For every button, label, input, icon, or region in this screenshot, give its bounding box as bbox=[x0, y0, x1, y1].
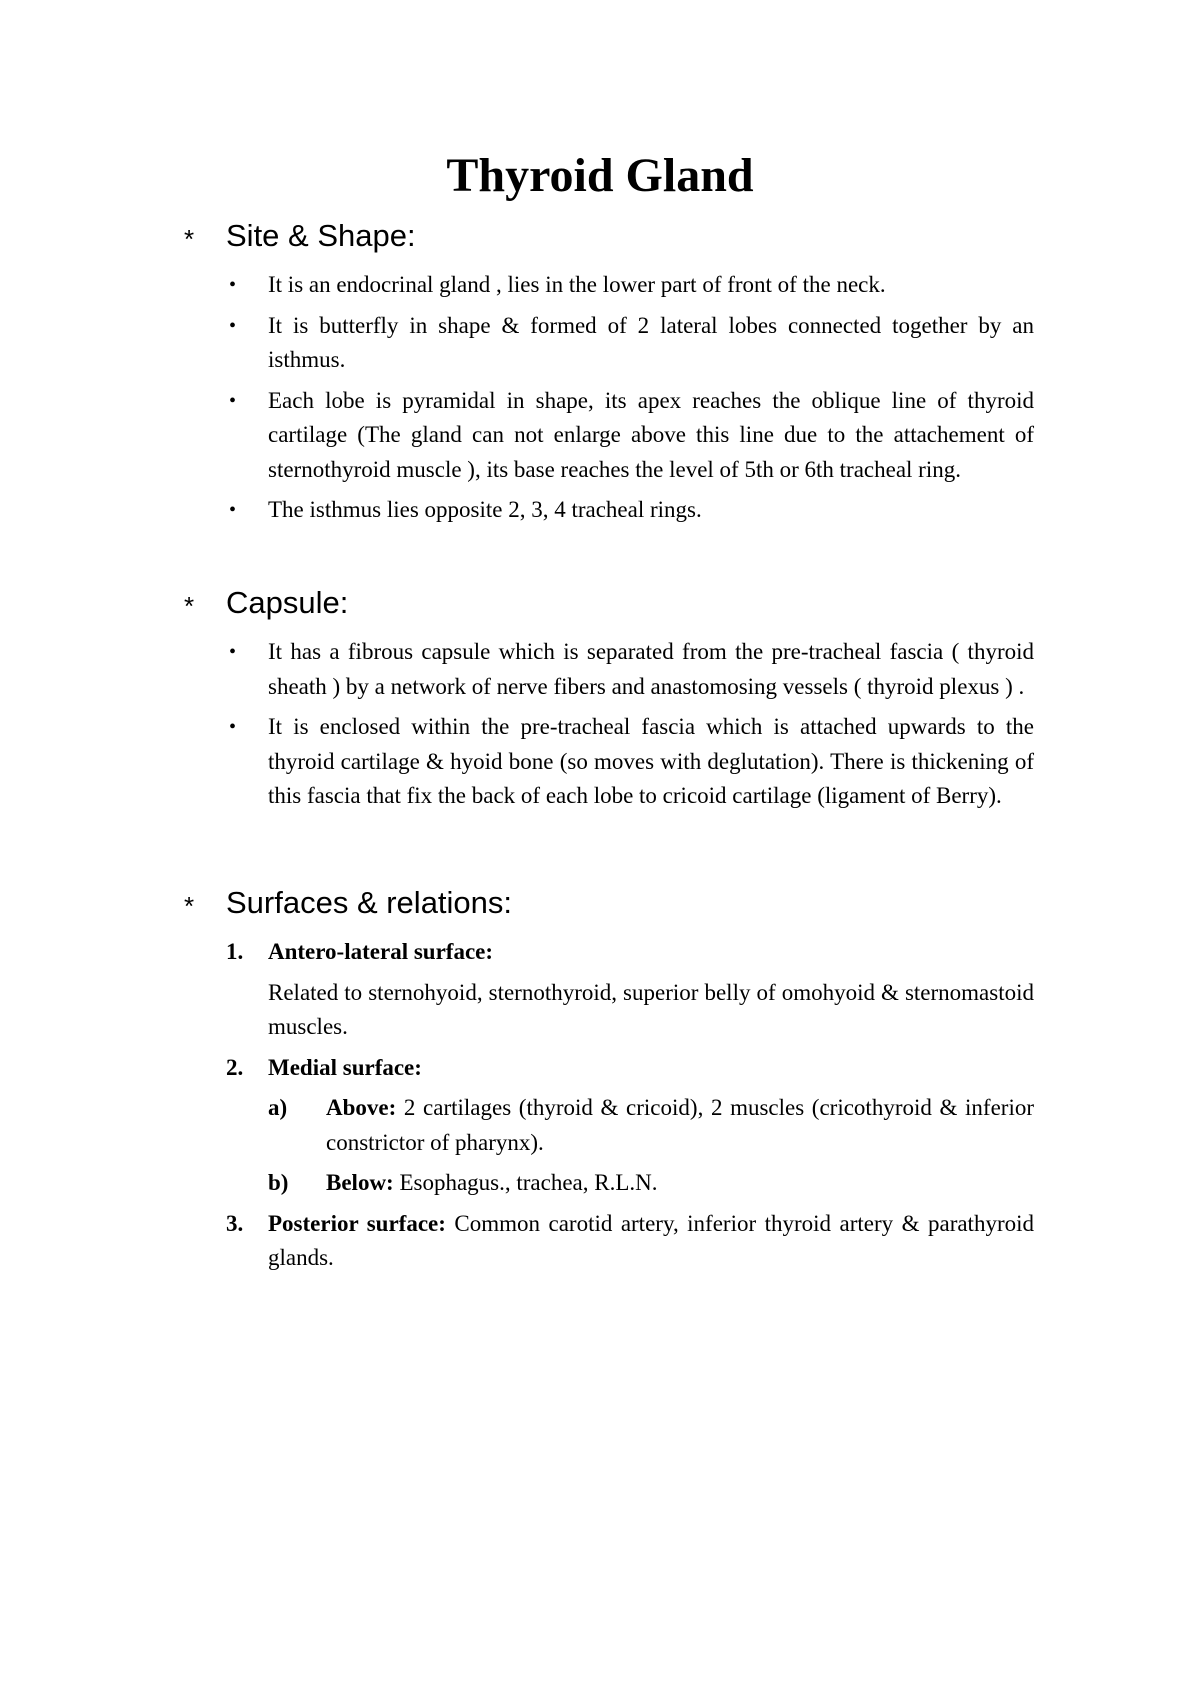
section-surfaces bbox=[184, 885, 1034, 1276]
item-description: Related to sternohyoid, sternothyroid, superior belly of omohyoid & sternomastoid muscles. bbox=[268, 979, 1034, 1039]
page-title: Thyroid Gland bbox=[446, 149, 754, 202]
list-item bbox=[184, 384, 1034, 488]
sub-item-marker: b) bbox=[268, 1170, 289, 1195]
bullet-icon: • bbox=[229, 389, 237, 412]
star-marker: * bbox=[184, 224, 195, 254]
list-item bbox=[184, 635, 1034, 704]
bullet-list bbox=[184, 635, 1034, 814]
section-title: Surfaces & relations: bbox=[226, 885, 513, 920]
section-heading bbox=[184, 218, 1034, 262]
star-marker: * bbox=[184, 891, 195, 921]
section-heading bbox=[184, 885, 1034, 929]
section-title: Site & Shape: bbox=[226, 218, 416, 253]
section-heading bbox=[184, 585, 1034, 629]
numbered-item-medial bbox=[184, 1051, 1034, 1086]
bullet-icon: • bbox=[229, 314, 237, 337]
bullet-text: It has a fibrous capsule which is separated from the pre-tracheal fascia ( thyroid sheath ) by a network of nerve fibers and anastomosing vessels ( thyroid plexus ) . bbox=[268, 639, 1034, 699]
sub-item-text: Esophagus., trachea, R.L.N. bbox=[393, 1170, 658, 1195]
star-marker: * bbox=[184, 591, 195, 621]
bullet-text: It is an endocrinal gland , lies in the lower part of front of the neck. bbox=[268, 272, 886, 297]
bullet-icon: • bbox=[229, 499, 237, 521]
sub-item-above bbox=[184, 1091, 1034, 1160]
bullet-text: Each lobe is pyramidal in shape, its apex reaches the oblique line of thyroid cartilage (The gland can not enlarge above this line due to the attachement of sternothyroid muscle ), its base reaches the level of 5th or 6th tracheal ring. bbox=[268, 387, 1034, 482]
list-item bbox=[184, 309, 1034, 378]
item-label: Medial surface: bbox=[268, 1054, 422, 1080]
bullet-text: It is butterfly in shape & formed of 2 lateral lobes connected together by an isthmus. bbox=[268, 312, 1034, 372]
sub-item-below bbox=[184, 1166, 1034, 1201]
item-label: Posterior surface: bbox=[268, 1210, 446, 1236]
section-site-shape bbox=[184, 218, 1034, 528]
sub-item-label: Below: bbox=[326, 1170, 394, 1195]
list-item bbox=[184, 710, 1034, 814]
sub-item-text: 2 cartilages (thyroid & cricoid), 2 muscles (cricothyroid & inferior constrictor of pharynx). bbox=[326, 1095, 1034, 1155]
item-number: 3. bbox=[226, 1210, 244, 1236]
section-title: Capsule: bbox=[226, 585, 349, 620]
bullet-text: It is enclosed within the pre-tracheal fascia which is attached upwards to the thyroid cartilage & hyoid bone (so moves with deglutation). There is thickening of this fascia that fix the back of each lobe to cricoid cartilage (ligament of Berry). bbox=[268, 714, 1034, 808]
item-number: 1. bbox=[226, 939, 244, 964]
bullet-list bbox=[184, 268, 1034, 528]
list-item bbox=[184, 493, 1034, 528]
bullet-icon: • bbox=[229, 641, 237, 663]
item-label: Antero-lateral surface: bbox=[268, 939, 494, 964]
bullet-icon: • bbox=[229, 274, 237, 296]
bullet-icon: • bbox=[229, 716, 237, 738]
list-item bbox=[184, 268, 1034, 303]
bullet-text: The isthmus lies opposite 2, 3, 4 tracheal rings. bbox=[268, 497, 702, 522]
sub-item-label: Above: bbox=[326, 1095, 397, 1120]
sub-item-marker: a) bbox=[268, 1095, 288, 1120]
section-capsule bbox=[184, 585, 1034, 814]
item-text: Common carotid artery, inferior thyroid artery & parathyroid glands. bbox=[268, 1210, 1034, 1270]
item-number: 2. bbox=[226, 1054, 244, 1080]
numbered-item-antero-lateral bbox=[184, 935, 1034, 970]
numbered-item-posterior bbox=[184, 1207, 1034, 1276]
